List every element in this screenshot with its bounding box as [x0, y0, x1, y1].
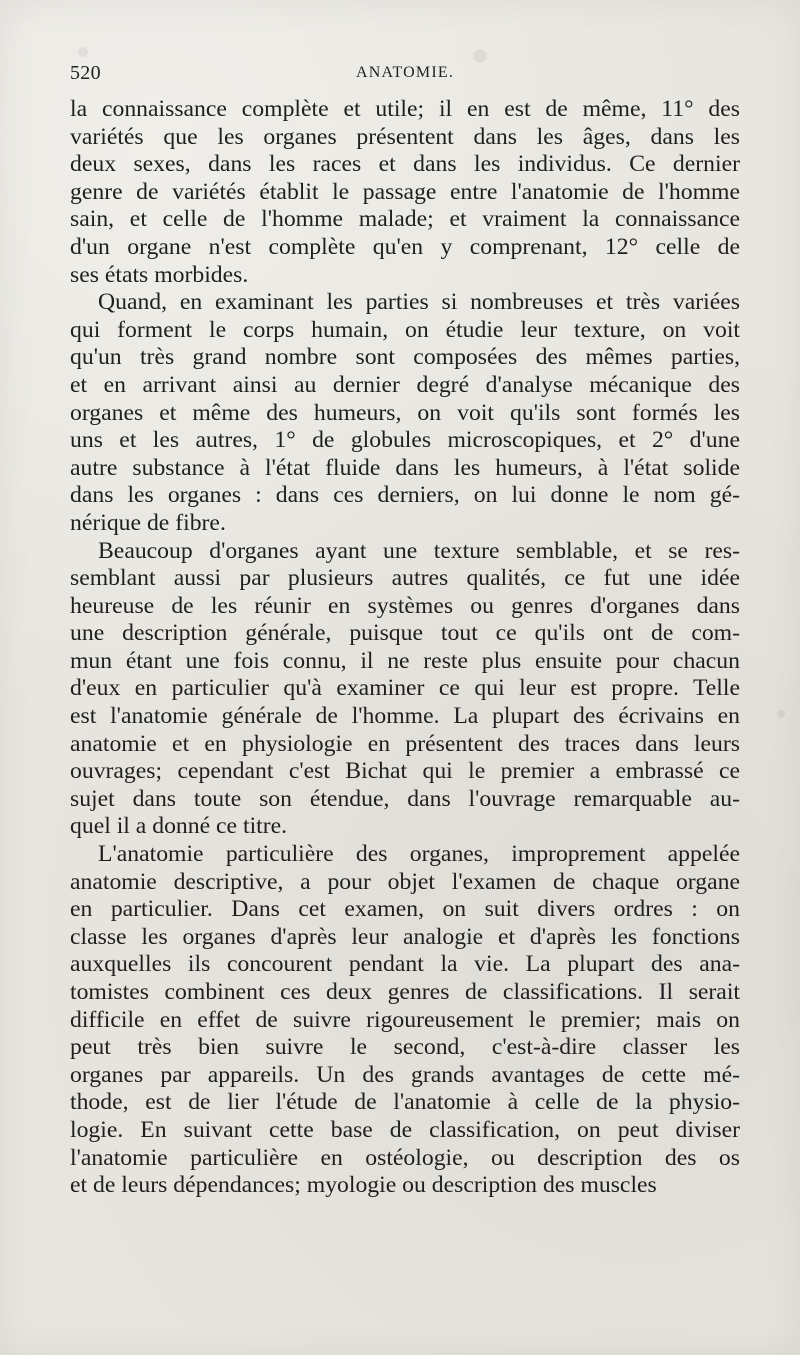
text-line: d'un organe n'est complète qu'en y comprenant, 12° celle de [70, 233, 740, 260]
text-line: thode, est de lier l'étude de l'anatomie à celle de la physio- [70, 1089, 740, 1116]
text-line: mun étant une fois connu, il ne reste plus ensuite pour chacun [70, 647, 740, 674]
text-line: qui forment le corps humain, on étudie leur texture, on voit [70, 316, 740, 343]
text-line: l'anatomie particulière en ostéologie, ou description des os [70, 1144, 740, 1171]
text-line: L'anatomie particulière des organes, improprement appelée [98, 841, 740, 868]
text-line: sujet dans toute son étendue, dans l'ouvrage remarquable au- [70, 785, 740, 812]
text-line: sain, et celle de l'homme malade; et vraiment la connaissance [70, 206, 740, 233]
text-line: la connaissance complète et utile; il en est de même, 11° des [70, 96, 740, 122]
text-line: deux sexes, dans les races et dans les individus. Ce dernier [70, 151, 740, 178]
running-head: ANATOMIE. [355, 64, 455, 81]
text-line: heureuse de les réunir en systèmes ou genres d'organes dans [70, 592, 740, 619]
text-line: uns et les autres, 1° de globules microscopiques, et 2° d'une [70, 427, 740, 454]
text-line: logie. En suivant cette base de classification, on peut diviser [70, 1116, 740, 1143]
text-line: classe les organes d'après leur analogie et d'après les fonctions [70, 923, 740, 950]
body-text [70, 96, 740, 1200]
paper-spot-3 [777, 710, 785, 718]
text-line: est l'anatomie générale de l'homme. La plupart des écrivains en [70, 703, 740, 730]
text-line: en particulier. Dans cet examen, on suit divers ordres : on [70, 896, 740, 923]
text-line: d'eux en particulier qu'à examiner ce qui leur est propre. Telle [70, 675, 740, 702]
text-line: peut très bien suivre le second, c'est-à-dire classer les [70, 1034, 740, 1061]
text-line: Quand, en examinant les parties si nombreuses et très variées [98, 289, 740, 316]
text-line: auxquelles ils concourent pendant la vie. La plupart des ana- [70, 951, 740, 978]
paper-spot-2 [473, 49, 487, 63]
text-line: et en arrivant ainsi au dernier degré d'analyse mécanique des [70, 371, 740, 398]
text-line: difficile en effet de suivre rigoureusement le premier; mais on [70, 1006, 740, 1033]
text-line: organes et même des humeurs, on voit qu'ils sont formés les [70, 399, 740, 426]
text-line: semblant aussi par plusieurs autres qualités, ce fut une idée [70, 565, 740, 592]
text-line: Beaucoup d'organes ayant une texture semblable, et se res- [98, 537, 740, 564]
text-line: ses états morbides. [70, 261, 249, 288]
text-line: nérique de fibre. [70, 509, 226, 536]
text-line: tomistes combinent ces deux genres de classifications. Il serait [70, 979, 740, 1005]
text-line: qu'un très grand nombre sont composées des mêmes parties, [70, 344, 740, 371]
text-line: quel il a donné ce titre. [70, 813, 288, 840]
text-line: autre substance à l'état fluide dans les humeurs, à l'état solide [70, 454, 740, 481]
page-header [70, 62, 740, 90]
page-number: 520 [70, 62, 101, 84]
text-line: une description générale, puisque tout ce qu'ils ont de com- [70, 620, 740, 647]
text-line: ouvrages; cependant c'est Bichat qui le premier a embrassé ce [70, 758, 740, 785]
text-line: genre de variétés établit le passage entre l'anatomie de l'homme [70, 178, 740, 205]
text-line: organes par appareils. Un des grands avantages de cette mé- [70, 1061, 740, 1088]
text-line: dans les organes : dans ces derniers, on lui donne le nom gé- [70, 482, 740, 509]
text-line: anatomie descriptive, a pour objet l'examen de chaque organe [70, 868, 740, 895]
text-line: anatomie et en physiologie en présentent des traces dans leurs [70, 730, 740, 757]
text-line: et de leurs dépendances; myologie ou description des muscles [70, 1172, 657, 1199]
text-line: variétés que les organes présentent dans les âges, dans les [70, 123, 740, 150]
paper-spot-1 [78, 47, 88, 57]
